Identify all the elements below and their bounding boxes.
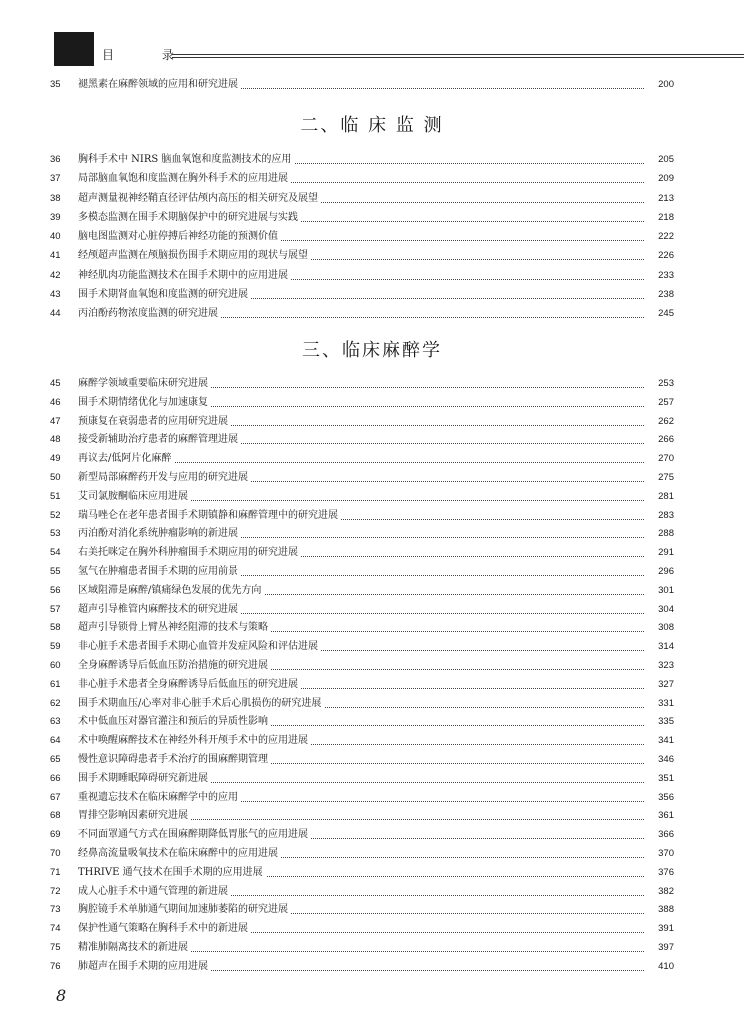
entry-title: 胸科手术中 NIRS 脑血氧饱和度监测技术的应用: [78, 152, 294, 168]
entry-page: 391: [655, 921, 674, 937]
entry-page: 335: [655, 714, 674, 730]
entry-number: 71: [50, 866, 61, 878]
entry-number: 61: [50, 678, 61, 690]
entry-number: 58: [50, 622, 61, 634]
entry-title: 褪黑素在麻醉领域的应用和研究进展: [78, 77, 241, 93]
toc-entry[interactable]: [50, 152, 674, 168]
entry-page: 361: [655, 808, 674, 824]
entry-title: 术中低血压对器官灌注和预后的异质性影响: [78, 714, 271, 730]
entry-title: 脑电图监测对心脏停搏后神经功能的预测价值: [78, 229, 281, 245]
entry-page: 382: [655, 884, 674, 900]
entry-page: 301: [655, 583, 674, 599]
entry-page: 275: [655, 470, 674, 486]
toc-entry[interactable]: [50, 287, 674, 303]
toc-entry[interactable]: [50, 677, 674, 693]
toc-entry[interactable]: [50, 489, 674, 505]
entry-title: 术中唤醒麻醉技术在神经外科开颅手术中的应用进展: [78, 733, 311, 749]
entry-page: 341: [655, 733, 674, 749]
entry-number: 48: [50, 434, 61, 446]
entry-page: 331: [655, 696, 674, 712]
entry-number: 68: [50, 810, 61, 822]
entry-page: 238: [655, 287, 674, 303]
entry-number: 37: [50, 173, 61, 185]
header-black-block: [54, 32, 94, 66]
toc-entry[interactable]: [50, 940, 674, 956]
toc-entry[interactable]: [50, 470, 674, 486]
entry-title: 丙泊酚药物浓度监测的研究进展: [78, 306, 221, 322]
entry-number: 60: [50, 660, 61, 671]
entry-title: 围手术期睡眠障碍研究新进展: [78, 771, 211, 787]
entry-page: 356: [655, 790, 674, 806]
header-rule: [172, 54, 744, 58]
entry-page: 376: [655, 865, 674, 881]
toc-entry[interactable]: [50, 77, 674, 93]
entry-number: 40: [50, 231, 61, 242]
section-heading-clinical-monitoring: 二、临 床 监 测: [300, 115, 444, 136]
toc-entry[interactable]: [50, 526, 674, 542]
entry-number: 41: [50, 250, 61, 262]
entry-title: 经鼻高流量吸氧技术在临床麻醉中的应用进展: [78, 846, 281, 862]
entry-number: 75: [50, 942, 61, 953]
entry-title: 预康复在衰弱患者的应用研究进展: [78, 414, 231, 430]
toc-entry[interactable]: [50, 414, 674, 430]
entry-number: 39: [50, 211, 61, 223]
entry-page: 291: [655, 545, 674, 561]
entry-number: 54: [50, 547, 61, 559]
toc-entry[interactable]: [50, 583, 674, 599]
entry-page: 323: [655, 658, 674, 674]
entry-page: 213: [655, 191, 674, 207]
entry-title: 局部脑血氧饱和度监测在胸外科手术的应用进展: [78, 171, 291, 187]
entry-page: 388: [655, 902, 674, 918]
entry-page: 281: [655, 489, 674, 505]
entry-page: 351: [655, 771, 674, 787]
toc-entry[interactable]: [50, 564, 674, 580]
toc-entry[interactable]: [50, 268, 674, 284]
entry-number: 43: [50, 288, 61, 300]
entry-page: 205: [655, 152, 674, 168]
entry-title: 超声测量视神经鞘直径评估颅内高压的相关研究及展望: [78, 191, 321, 207]
toc-entry[interactable]: [50, 508, 674, 524]
entry-title: 全身麻醉诱导后低血压防治措施的研究进展: [78, 658, 271, 674]
toc-entry[interactable]: [50, 846, 674, 862]
entry-page: 308: [655, 620, 674, 636]
entry-title: 保护性通气策略在胸科手术中的新进展: [78, 921, 251, 937]
entry-number: 35: [50, 79, 61, 90]
entry-page: 283: [655, 508, 674, 524]
entry-page: 327: [655, 677, 674, 693]
entry-number: 47: [50, 415, 61, 427]
entry-title: 围手术期肾血氧饱和度监测的研究进展: [78, 287, 251, 303]
entry-title: 氢气在肿瘤患者围手术期的应用前景: [78, 564, 241, 580]
toc-entry[interactable]: [50, 865, 674, 881]
entry-title: 非心脏手术患者围手术期心血管并发症风险和评估进展: [78, 639, 321, 655]
entry-number: 46: [50, 396, 61, 408]
page-header: [54, 28, 744, 68]
toc-entry[interactable]: [50, 191, 674, 207]
entry-number: 65: [50, 754, 61, 765]
entry-page: 314: [655, 639, 674, 655]
toc-entry[interactable]: [50, 451, 674, 467]
entry-title: 肺超声在围手术期的应用进展: [78, 959, 211, 975]
entry-page: 233: [655, 268, 674, 284]
entry-title: 精准肺隔离技术的新进展: [78, 940, 191, 956]
entry-page: 397: [655, 940, 674, 956]
entry-number: 72: [50, 885, 61, 897]
toc-entry[interactable]: [50, 714, 674, 730]
entry-title: THRIVE 通气技术在围手术期的应用进展: [78, 865, 266, 881]
toc-entry[interactable]: [50, 921, 674, 937]
entry-title: 超声引导锁骨上臂丛神经阻滞的技术与策略: [78, 620, 271, 636]
entry-title: 艾司氯胺酮临床应用进展: [78, 489, 191, 505]
toc-entry[interactable]: [50, 639, 674, 655]
entry-page: 222: [655, 229, 674, 245]
entry-title: 新型局部麻醉药开发与应用的研究进展: [78, 470, 251, 486]
entry-title: 非心脏手术患者全身麻醉诱导后低血压的研究进展: [78, 677, 301, 693]
entry-number: 69: [50, 829, 61, 841]
entry-title: 重视遗忘技术在临床麻醉学中的应用: [78, 790, 241, 806]
toc-entry[interactable]: [50, 733, 674, 749]
entry-title: 区域阻滞是麻醉/镇痛绿色发展的优先方向: [78, 583, 264, 599]
entry-number: 57: [50, 603, 61, 615]
entry-page: 270: [655, 451, 674, 467]
toc-entry[interactable]: [50, 959, 674, 975]
entry-title: 胃排空影响因素研究进展: [78, 808, 191, 824]
entry-number: 51: [50, 490, 61, 502]
entry-number: 73: [50, 904, 61, 916]
entry-number: 66: [50, 772, 61, 784]
entry-page: 200: [655, 77, 674, 93]
entry-page: 245: [655, 306, 674, 322]
entry-page: 410: [655, 959, 674, 975]
toc-entry[interactable]: [50, 432, 674, 448]
entry-number: 53: [50, 528, 61, 540]
entry-page: 218: [655, 210, 674, 226]
toc-entry[interactable]: [50, 171, 674, 187]
toc-entry[interactable]: [50, 808, 674, 824]
toc-entry[interactable]: [50, 771, 674, 787]
entry-page: 253: [655, 376, 674, 392]
entry-page: 262: [655, 414, 674, 430]
entry-page: 288: [655, 526, 674, 542]
entry-number: 42: [50, 269, 61, 281]
entry-number: 56: [50, 584, 61, 596]
toc-entry[interactable]: [50, 884, 674, 900]
entry-title: 经颅超声监测在颅脑损伤围手术期应用的现状与展望: [78, 248, 311, 264]
section-heading-clinical-anesthesiology: 三、临床麻醉学: [302, 340, 442, 361]
entry-title: 成人心脏手术中通气管理的新进展: [78, 884, 231, 900]
entry-number: 76: [50, 960, 61, 972]
entry-number: 45: [50, 378, 61, 389]
entry-number: 36: [50, 154, 61, 165]
entry-number: 67: [50, 791, 61, 803]
entry-title: 再议去/低阿片化麻醉: [78, 451, 174, 467]
entry-page: 370: [655, 846, 674, 862]
entry-title: 丙泊酚对消化系统肿瘤影响的新进展: [78, 526, 241, 542]
toc-entry[interactable]: [50, 902, 674, 918]
entry-title: 不同面罩通气方式在围麻醉期降低胃胀气的应用进展: [78, 827, 311, 843]
entry-number: 64: [50, 735, 61, 747]
entry-page: 266: [655, 432, 674, 448]
toc-entry[interactable]: [50, 229, 674, 245]
entry-title: 围手术期情绪优化与加速康复: [78, 395, 211, 411]
entry-title: 神经肌肉功能监测技术在围手术期中的应用进展: [78, 268, 291, 284]
toc-entry[interactable]: [50, 306, 674, 322]
toc-entry[interactable]: [50, 620, 674, 636]
entry-number: 44: [50, 308, 61, 319]
toc-entry[interactable]: [50, 395, 674, 411]
entry-title: 超声引导椎管内麻醉技术的研究进展: [78, 602, 241, 618]
entry-number: 38: [50, 192, 61, 204]
entry-title: 接受新辅助治疗患者的麻醉管理进展: [78, 432, 241, 448]
entry-title: 慢性意识障碍患者手术治疗的围麻醉期管理: [78, 752, 271, 768]
entry-title: 多模态监测在围手术期脑保护中的研究进展与实践: [78, 210, 301, 226]
toc-entry[interactable]: [50, 210, 674, 226]
header-title: 目 录: [102, 48, 196, 62]
toc-entry[interactable]: [50, 376, 674, 392]
entry-number: 59: [50, 641, 61, 653]
entry-number: 63: [50, 716, 61, 728]
entry-page: 257: [655, 395, 674, 411]
entry-page: 346: [655, 752, 674, 768]
entry-title: 瑞马唑仑在老年患者围手术期镇静和麻醉管理中的研究进展: [78, 508, 341, 524]
entry-number: 74: [50, 923, 61, 935]
entry-title: 右美托咪定在胸外科肿瘤围手术期应用的研究进展: [78, 545, 301, 561]
toc-entry[interactable]: [50, 602, 674, 618]
toc-entry[interactable]: [50, 658, 674, 674]
toc-entry[interactable]: [50, 248, 674, 264]
entry-number: 50: [50, 472, 61, 483]
toc-entry[interactable]: [50, 545, 674, 561]
entry-title: 胸腔镜手术单肺通气期间加速肺萎陷的研究进展: [78, 902, 291, 918]
toc-entry[interactable]: [50, 790, 674, 806]
entry-page: 296: [655, 564, 674, 580]
entry-number: 52: [50, 509, 61, 521]
entry-number: 55: [50, 566, 61, 577]
entry-title: 麻醉学领域重要临床研究进展: [78, 376, 211, 392]
entry-page: 209: [655, 171, 674, 187]
toc-entry[interactable]: [50, 827, 674, 843]
page-number: 8: [56, 986, 67, 1005]
entry-number: 70: [50, 848, 61, 859]
entry-page: 366: [655, 827, 674, 843]
entry-page: 304: [655, 602, 674, 618]
entry-page: 226: [655, 248, 674, 264]
entry-number: 62: [50, 697, 61, 709]
entry-title: 围手术期血压/心率对非心脏手术后心肌损伤的研究进展: [78, 696, 324, 712]
toc-entry[interactable]: [50, 696, 674, 712]
entry-number: 49: [50, 453, 61, 465]
toc-entry[interactable]: [50, 752, 674, 768]
